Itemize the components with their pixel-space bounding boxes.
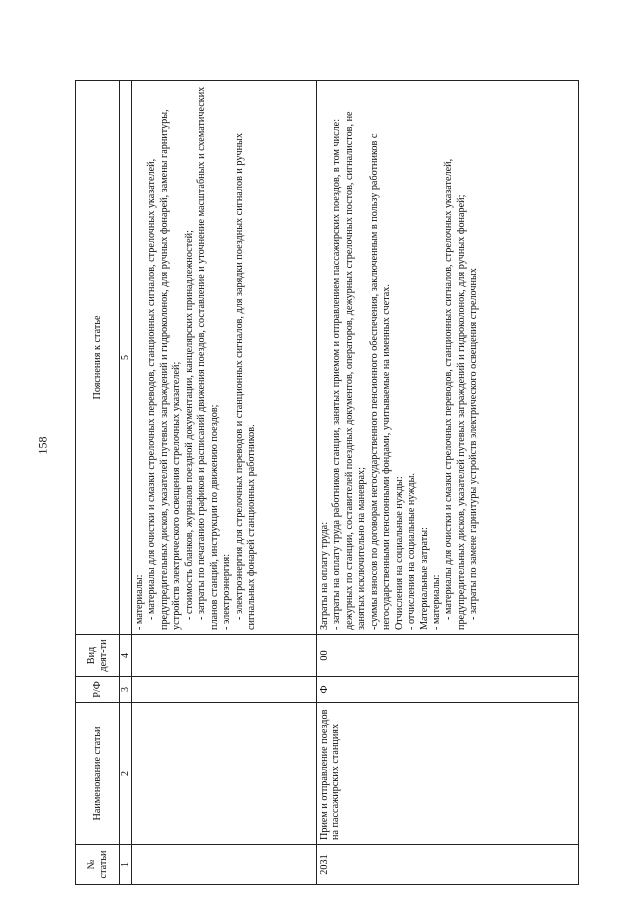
- header-name: Наименование статьи: [76, 703, 120, 845]
- explanation-line: - материалы:: [134, 574, 145, 630]
- explanation-line: - электроэнергия:: [221, 553, 233, 630]
- explanation-line: - отчисления на социальные нужды.: [406, 473, 418, 630]
- header-row: [76, 81, 120, 885]
- explanation-line: - материалы для очистки и смазки стрелочных переводов, станционных сигналов, стрелочных указателей, предупредительных дисков, указателей путевых заграждений и гидроколонок, для ручных фонарей;: [443, 158, 467, 630]
- explanation-line: - затраты на оплату труда работников станции, занятых приемом и отправлением пассажирских поездов, в том числе: дежурных по станции, составителей поездных документов, операторов, дежурных стрелочных постов, сигналистов, не занятых исключительно на маневрах;: [331, 111, 368, 630]
- col-number: 4: [120, 635, 132, 677]
- article-rf: Ф: [317, 677, 579, 703]
- article-number: 2031: [317, 845, 579, 885]
- explanation-line: Затраты на оплату труда:: [319, 521, 330, 630]
- article-rf: [132, 677, 317, 703]
- article-kind: [132, 635, 317, 677]
- table-row: [132, 81, 317, 885]
- col-number: 3: [120, 677, 132, 703]
- explanation-line: -суммы взносов по договорам негосударственного пенсионного обеспечения, заключенным в пользу работников с негосударственными пенсионными фондами, учитываемые на именных счетах.: [368, 133, 393, 630]
- page-number: 158: [35, 436, 50, 455]
- header-kind: Вид деят-ти: [76, 635, 120, 677]
- cost-items-table: [75, 80, 579, 885]
- header-rf: Р/Ф: [76, 677, 120, 703]
- rotated-page: [75, 80, 585, 885]
- explanation-line: - стоимость бланков, журналов поездной документации, канцелярских принадлежностей;: [183, 230, 195, 620]
- article-explanation: [132, 81, 317, 635]
- explanation-line: - затраты по замене гарнитуры устройств электрического освещения стрелочных: [468, 268, 480, 620]
- col-number: 5: [120, 81, 132, 635]
- explanation-line: Отчисления на социальные нужды:: [393, 476, 405, 630]
- article-number: [132, 845, 317, 885]
- article-name: Прием и отправление поездов на пассажирских станциях: [317, 703, 579, 845]
- article-explanation: [317, 81, 579, 635]
- explanation-line: - затраты по печатанию графиков и расписаний движения поездов, составление и уточнение масштабных и схематических планов станций, инструкции по движению поездов;: [196, 86, 220, 630]
- table-row: [317, 81, 579, 885]
- header-num: № статьи: [76, 845, 120, 885]
- col-number: 1: [120, 845, 132, 885]
- explanation-line: - электроэнергия для стрелочных переводов и станционных сигналов, для зарядки поездных сигналов и ручных сигнальных фонарей станционных работников.: [233, 133, 257, 630]
- article-name: [132, 703, 317, 845]
- explanation-line: - материалы:: [430, 574, 442, 630]
- explanation-line: - материалы для очистки и смазки стрелочных переводов, станционных сигналов, стрелочных указателей, предупредительных дисков, указателей путевых заграждений и гидроколонок, для ручных фонарей, замены гарнитуры, устройств электрического освещения стрелочных указателей;: [146, 109, 183, 630]
- article-kind: 00: [317, 635, 579, 677]
- col-number: 2: [120, 703, 132, 845]
- explanation-line: Материальные затраты:: [418, 527, 430, 630]
- header-explanation: Пояснения к статье: [76, 81, 120, 635]
- column-number-row: [120, 81, 132, 885]
